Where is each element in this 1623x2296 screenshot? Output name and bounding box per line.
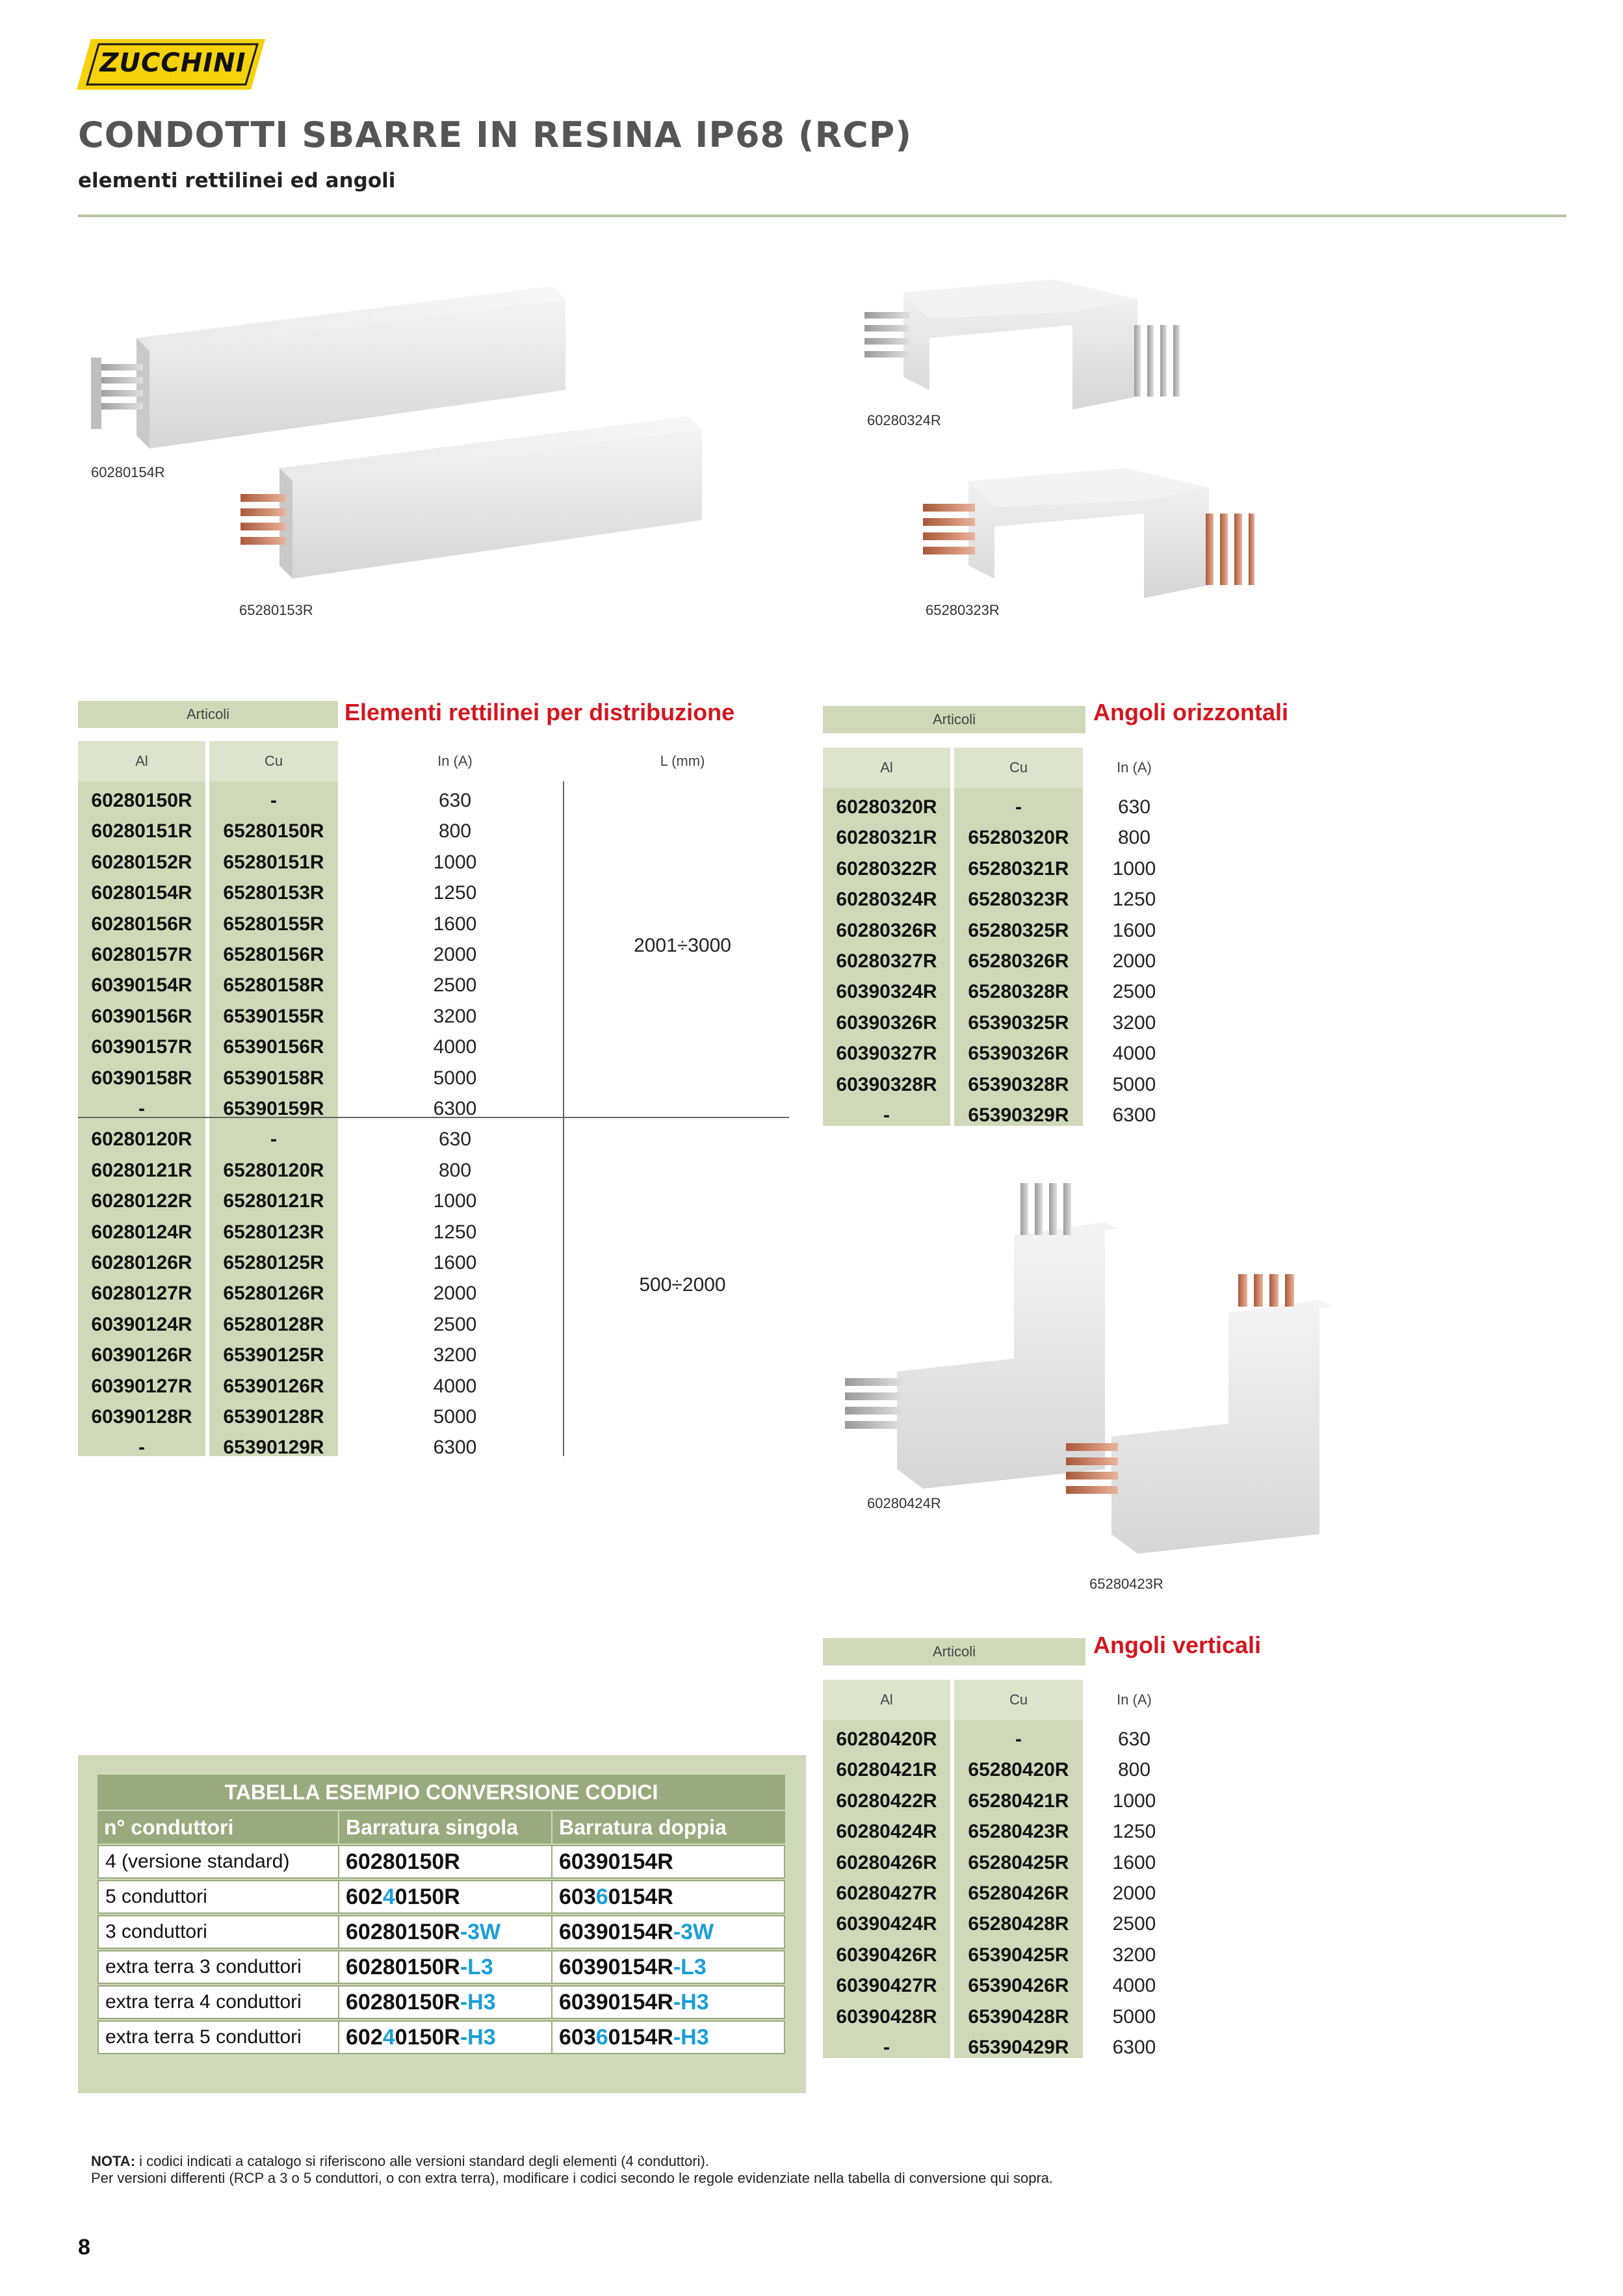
straight-row-in: 4000	[433, 1375, 477, 1397]
straight-row-al: 60280126R	[91, 1252, 192, 1273]
straight-row-cu: -	[270, 1128, 277, 1151]
conversion-row-double-code	[551, 1950, 785, 1984]
footnote	[91, 2153, 1053, 2187]
straight-row-al: 60280154R	[91, 882, 192, 904]
straight-articoli-header: Articoli	[78, 701, 338, 728]
horizontal-row-al: 60280321R	[836, 827, 937, 849]
horizontal-angle-copper-image	[916, 442, 1254, 605]
code-segment: 0150R	[395, 1884, 460, 1909]
conversion-row-double-code	[551, 2020, 785, 2054]
straight-row-cu: 65280125R	[223, 1252, 324, 1273]
code-segment: 60390154R	[559, 1849, 673, 1874]
code-segment: 60280150R	[346, 1954, 460, 1979]
image-caption: 60280154R	[91, 464, 165, 480]
straight-row-in: 5000	[433, 1067, 477, 1089]
vertical-col-al: Al	[823, 1680, 950, 1720]
horizontal-angle-aluminium-image	[858, 260, 1183, 416]
code-segment: 60390154R	[559, 1989, 673, 2015]
horizontal-row-al: 60390328R	[836, 1073, 937, 1095]
straight-row-cu: 65280123R	[223, 1221, 324, 1243]
horizontal-row-cu: 65390328R	[968, 1073, 1069, 1095]
vertical-row-al: 60390426R	[836, 1944, 937, 1966]
vertical-row-in: 2000	[1112, 1883, 1156, 1904]
conversion-row-single-code	[338, 1985, 552, 2019]
code-change-segment: -L3	[673, 1954, 707, 1979]
vertical-row-cu: 65390425R	[968, 1944, 1069, 1966]
image-caption: 60280324R	[867, 412, 941, 428]
straight-row-in: 800	[438, 820, 472, 842]
vertical-row-cu: 65280421R	[968, 1790, 1069, 1812]
straight-col-al: Al	[78, 741, 205, 781]
vertical-row-cu: 65280425R	[968, 1851, 1069, 1873]
vertical-row-cu: -	[1015, 1729, 1022, 1750]
image-caption: 65280153R	[239, 602, 313, 618]
vertical-angle-copper-image	[1066, 1274, 1352, 1560]
straight-length-divider	[563, 781, 564, 1456]
conversion-row-double-code	[551, 1985, 785, 2019]
straight-row-cu: 65280120R	[223, 1159, 324, 1181]
code-change-segment: 6	[595, 1884, 608, 1909]
horizontal-row-al: 60390324R	[836, 981, 937, 1003]
conversion-head-single: Barratura singola	[339, 1811, 551, 1844]
horizontal-row-cu: 65280326R	[968, 950, 1069, 972]
code-segment: 602	[346, 1884, 383, 1909]
horizontal-row-in: 1600	[1112, 919, 1156, 941]
conversion-row-label: extra terra 4 conduttori	[97, 1985, 339, 2019]
conversion-row-label: extra terra 3 conduttori	[97, 1950, 339, 1984]
horizontal-row-in: 630	[1117, 796, 1151, 818]
code-change-segment: -H3	[673, 2024, 709, 2050]
straight-row-al: 60390154R	[91, 974, 192, 997]
code-change-segment: -H3	[460, 1989, 496, 2015]
zucchini-logo	[77, 39, 265, 90]
straight-table-title: Elementi rettilinei per distribuzione	[344, 699, 735, 725]
vertical-row-al: -	[883, 2037, 890, 2058]
horizontal-col-cu: Cu	[954, 748, 1083, 788]
straight-row-in: 2000	[433, 944, 477, 965]
straight-row-al: 60280157R	[91, 944, 192, 965]
horizontal-row-al: 60280320R	[836, 796, 937, 818]
horizontal-row-cu: 65280325R	[968, 919, 1069, 941]
straight-row-cu: 65390129R	[223, 1437, 324, 1459]
straight-row-cu: 65390156R	[223, 1036, 324, 1058]
straight-row-cu: 65280153R	[223, 882, 324, 904]
conversion-row-label: 3 conduttori	[97, 1915, 339, 1949]
straight-row-cu: -	[270, 790, 277, 811]
horizontal-row-al: 60390326R	[836, 1011, 937, 1034]
code-change-segment: -3W	[460, 1919, 501, 1944]
straight-row-al: 60280122R	[91, 1190, 192, 1212]
conversion-table-title: TABELLA ESEMPIO CONVERSIONE CODICI	[97, 1775, 785, 1810]
horizontal-row-in: 2500	[1112, 981, 1156, 1003]
conversion-row-single-code	[338, 1880, 552, 1914]
conversion-row-double-code	[551, 1880, 785, 1914]
code-segment: 60280150R	[346, 1989, 460, 2015]
straight-row-in: 800	[438, 1159, 472, 1181]
conversion-row-single-code	[338, 1845, 552, 1879]
code-change-segment: -L3	[460, 1954, 493, 1979]
horizontal-articoli-header: Articoli	[823, 706, 1085, 733]
straight-row-cu: 65280155R	[223, 913, 324, 935]
horizontal-row-cu: 65280323R	[968, 889, 1069, 911]
straight-row-al: 60390127R	[91, 1375, 192, 1397]
straight-row-in: 6300	[433, 1437, 477, 1459]
straight-row-cu: 65390155R	[223, 1005, 324, 1027]
vertical-row-in: 5000	[1112, 2005, 1156, 2028]
straight-row-cu: 65280121R	[223, 1190, 324, 1212]
conversion-head-conductors: n° conduttori	[97, 1811, 338, 1844]
page-number: 8	[78, 2235, 90, 2260]
vertical-row-cu: 65390426R	[968, 1975, 1069, 1997]
horizontal-row-cu: 65390325R	[968, 1011, 1069, 1034]
conversion-row-double-code	[551, 1845, 785, 1879]
vertical-row-al: 60280420R	[836, 1729, 937, 1750]
vertical-col-in: In (A)	[1117, 1691, 1152, 1708]
code-change-segment: -H3	[673, 1989, 709, 2015]
image-caption: 60280424R	[867, 1495, 941, 1511]
horizontal-row-cu: 65280320R	[968, 827, 1069, 849]
straight-row-al: 60280127R	[91, 1283, 192, 1305]
horizontal-row-al: -	[883, 1104, 890, 1126]
conversion-row-single-code	[338, 1915, 552, 1949]
footnote-label: NOTA:	[91, 2153, 136, 2169]
straight-row-al: 60280124R	[91, 1221, 192, 1243]
vertical-row-al: 60390428R	[836, 2005, 937, 2028]
straight-row-al: 60280156R	[91, 913, 192, 935]
title-divider	[78, 215, 1566, 217]
vertical-row-in: 1600	[1112, 1851, 1156, 1873]
horizontal-table-title: Angoli orizzontali	[1093, 699, 1288, 725]
horizontal-row-in: 800	[1117, 827, 1151, 849]
straight-row-in: 4000	[433, 1036, 477, 1058]
code-segment: 603	[559, 2024, 596, 2050]
straight-row-in: 2000	[433, 1283, 477, 1305]
vertical-col-cu: Cu	[954, 1680, 1083, 1720]
page-subtitle: elementi rettilinei ed angoli	[78, 169, 396, 192]
vertical-row-in: 3200	[1112, 1944, 1156, 1966]
straight-row-in: 1000	[433, 851, 477, 873]
vertical-row-in: 1250	[1112, 1821, 1156, 1843]
code-change-segment: 4	[382, 1884, 395, 1909]
straight-row-in: 1250	[433, 1221, 477, 1243]
straight-row-cu: 65390126R	[223, 1375, 324, 1397]
straight-row-in: 1600	[433, 913, 477, 935]
code-change-segment: 4	[382, 2024, 395, 2050]
horizontal-row-in: 2000	[1112, 950, 1156, 972]
straight-col-l: L (mm)	[660, 753, 705, 769]
straight-row-in: 5000	[433, 1406, 477, 1428]
vertical-table-title: Angoli verticali	[1093, 1632, 1262, 1658]
straight-row-al: -	[138, 1437, 145, 1459]
horizontal-row-in: 1250	[1112, 889, 1156, 911]
horizontal-row-cu: 65280321R	[968, 857, 1069, 880]
straight-row-al: 60390158R	[91, 1067, 192, 1089]
horizontal-row-cu: 65280328R	[968, 981, 1069, 1003]
straight-row-cu: 65390158R	[223, 1067, 324, 1089]
straight-row-al: -	[138, 1098, 145, 1119]
vertical-row-al: 60280426R	[836, 1851, 937, 1873]
page-title: CONDOTTI SBARRE IN RESINA IP68 (RCP)	[78, 114, 913, 155]
straight-row-in: 2500	[433, 1313, 477, 1335]
vertical-row-in: 2500	[1112, 1913, 1156, 1935]
conversion-head-double: Barratura doppia	[552, 1811, 785, 1844]
horizontal-row-in: 1000	[1112, 857, 1156, 880]
vertical-row-al: 60390427R	[836, 1975, 937, 1997]
horizontal-row-in: 5000	[1112, 1073, 1156, 1095]
conversion-row-label: 5 conduttori	[97, 1880, 339, 1914]
vertical-row-al: 60280422R	[836, 1790, 937, 1812]
horizontal-row-in: 4000	[1112, 1043, 1156, 1065]
vertical-row-cu: 65280428R	[968, 1913, 1069, 1935]
straight-row-in: 630	[438, 1128, 472, 1151]
straight-row-in: 1000	[433, 1190, 477, 1212]
straight-row-al: 60280120R	[91, 1128, 192, 1151]
conversion-row-single-code	[338, 2020, 552, 2054]
horizontal-row-cu: -	[1015, 796, 1022, 818]
logo-text: ZUCCHINI	[99, 48, 246, 78]
footnote-line-1	[91, 2153, 1053, 2170]
straight-row-al: 60280121R	[91, 1159, 192, 1181]
straight-col-cu: Cu	[209, 741, 338, 781]
straight-row-cu: 65280158R	[223, 974, 324, 997]
straight-row-in: 3200	[433, 1005, 477, 1027]
code-segment: 60390154R	[559, 1919, 673, 1944]
straight-row-in: 2500	[433, 974, 477, 997]
horizontal-row-al: 60390327R	[836, 1043, 937, 1065]
code-segment: 60280150R	[346, 1849, 460, 1874]
straight-row-cu: 65280150R	[223, 820, 324, 842]
horizontal-col-in: In (A)	[1117, 759, 1152, 776]
straight-row-in: 6300	[433, 1098, 477, 1119]
straight-row-cu: 65390159R	[223, 1098, 324, 1119]
straight-row-cu: 65280156R	[223, 944, 324, 965]
conversion-row-label: 4 (versione standard)	[97, 1845, 339, 1879]
straight-row-al: 60390126R	[91, 1344, 192, 1366]
straight-row-al: 60280151R	[91, 820, 192, 842]
horizontal-row-in: 3200	[1112, 1011, 1156, 1034]
vertical-row-in: 630	[1117, 1729, 1151, 1750]
vertical-row-al: 60280421R	[836, 1759, 937, 1781]
footnote-line-2: Per versioni differenti (RCP a 3 o 5 conduttori, o con extra terra), modificare i codici secondo le regole evidenziate nella tabella di conversione qui sopra.	[91, 2170, 1054, 2186]
straight-row-in: 1600	[433, 1252, 477, 1273]
straight-row-in: 3200	[433, 1344, 477, 1366]
straight-row-al: 60280152R	[91, 851, 192, 873]
vertical-row-cu: 65390428R	[968, 2005, 1069, 2028]
footnote-text-1: i codici indicati a catalogo si riferiscono alle versioni standard degli elementi (4 conduttori).	[135, 2153, 709, 2169]
vertical-row-in: 6300	[1112, 2037, 1156, 2058]
conversion-row-double-code	[551, 1915, 785, 1949]
vertical-row-cu: 65390429R	[968, 2037, 1069, 2058]
straight-row-cu: 65280128R	[223, 1313, 324, 1335]
code-change-segment: -H3	[460, 2024, 496, 2050]
vertical-row-cu: 65280420R	[968, 1759, 1069, 1781]
vertical-row-al: 60390424R	[836, 1913, 937, 1935]
code-segment: 0154R	[608, 1884, 673, 1909]
straight-element-copper-image	[234, 410, 702, 579]
straight-row-al: 60390157R	[91, 1036, 192, 1058]
code-segment: 0150R	[395, 2024, 460, 2050]
straight-row-al: 60390124R	[91, 1313, 192, 1335]
code-segment: 603	[559, 1884, 596, 1909]
code-segment: 60280150R	[346, 1919, 460, 1944]
horizontal-row-al: 60280326R	[836, 919, 937, 941]
code-segment: 60390154R	[559, 1954, 673, 1979]
straight-length-2: 500÷2000	[639, 1274, 726, 1296]
image-caption: 65280323R	[926, 602, 1000, 618]
conversion-row-single-code	[338, 1950, 552, 1984]
straight-row-in: 1250	[433, 882, 477, 904]
horizontal-row-cu: 65390326R	[968, 1043, 1069, 1065]
straight-row-cu: 65280126R	[223, 1283, 324, 1305]
vertical-row-in: 800	[1117, 1759, 1151, 1781]
horizontal-row-al: 60280327R	[836, 950, 937, 972]
horizontal-col-al: Al	[823, 748, 950, 788]
code-change-segment: 6	[595, 2024, 608, 2050]
straight-row-in: 630	[438, 790, 472, 811]
conversion-row-label: extra terra 5 conduttori	[97, 2020, 339, 2054]
straight-row-cu: 65280151R	[223, 851, 324, 873]
vertical-row-cu: 65280423R	[968, 1821, 1069, 1843]
vertical-row-al: 60280424R	[836, 1821, 937, 1843]
straight-row-cu: 65390128R	[223, 1406, 324, 1428]
vertical-row-in: 4000	[1112, 1975, 1156, 1997]
image-caption: 65280423R	[1089, 1576, 1163, 1592]
vertical-row-in: 1000	[1112, 1790, 1156, 1812]
vertical-articoli-header: Articoli	[823, 1638, 1085, 1665]
straight-row-al: 60280150R	[91, 790, 192, 811]
straight-row-al: 60390156R	[91, 1005, 192, 1027]
horizontal-row-in: 6300	[1112, 1104, 1156, 1126]
code-change-segment: -3W	[673, 1919, 714, 1944]
horizontal-row-al: 60280324R	[836, 889, 937, 911]
straight-row-cu: 65390125R	[223, 1344, 324, 1366]
straight-col-in: In (A)	[437, 753, 473, 769]
straight-row-al: 60390128R	[91, 1406, 192, 1428]
code-segment: 602	[346, 2024, 383, 2050]
horizontal-row-al: 60280322R	[836, 857, 937, 880]
code-segment: 0154R	[608, 2024, 673, 2050]
straight-length-1: 2001÷3000	[634, 935, 731, 956]
vertical-row-al: 60280427R	[836, 1883, 937, 1904]
horizontal-row-cu: 65390329R	[968, 1104, 1069, 1126]
vertical-row-cu: 65280426R	[968, 1883, 1069, 1904]
